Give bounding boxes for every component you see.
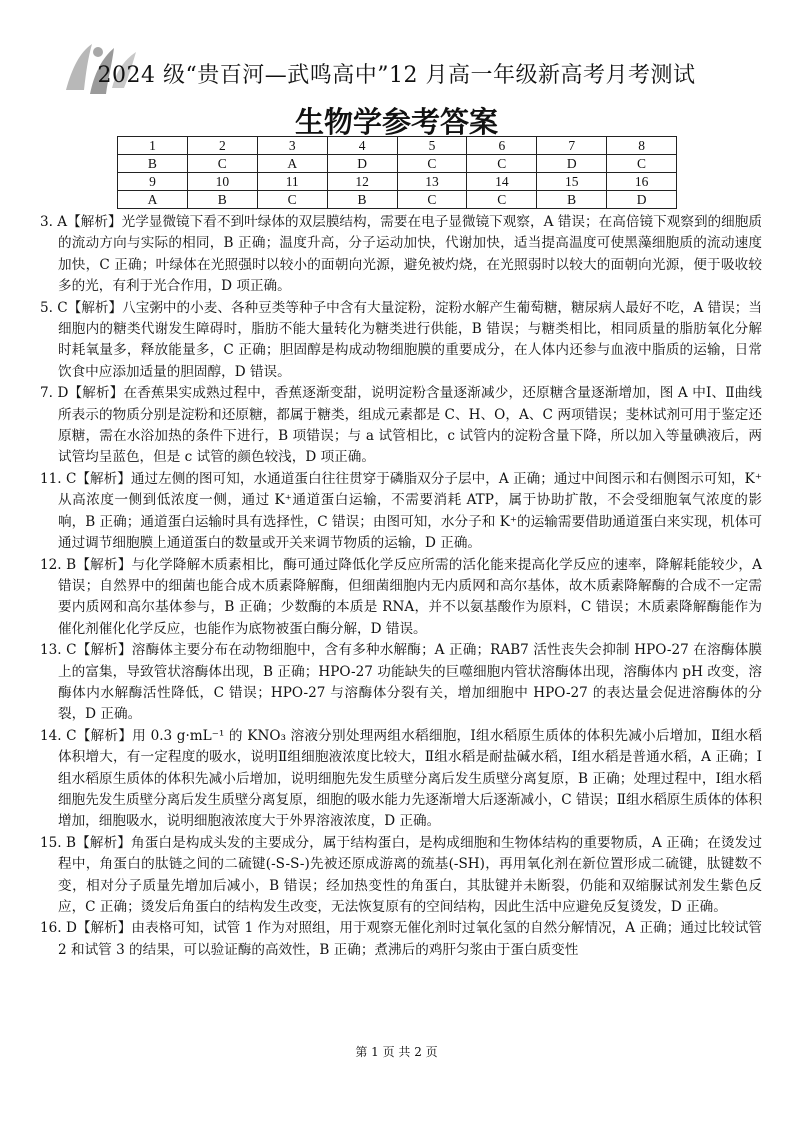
answer-cell: B — [187, 191, 257, 209]
question-number-cell: 8 — [607, 137, 677, 155]
answer-cell: A — [257, 155, 327, 173]
question-number-cell: 15 — [537, 173, 607, 191]
answer-cell: B — [118, 155, 188, 173]
explanation-item: 11. C【解析】通过左侧的图可知，水通道蛋白往往贯穿于磷脂双分子层中，A 正确；通过中间图示和右侧图示可知，K⁺从高浓度一侧到低浓度一侧，通过 K⁺通道蛋白运输，不需要消耗 ATP，属于协助扩散，不会受细胞氧气浓度的影响，B 正确；通道蛋白运输时具有选择性，C 错误；由图可知，水分子和 K⁺的运输需要借助通道蛋白来实现，机体可通过调节细胞膜上通道蛋白的数量或开关来调节物质的运输，D 正确。 — [40, 470, 762, 552]
page-number: 第 1 页 共 2 页 — [355, 1045, 438, 1059]
question-number-cell: 7 — [537, 137, 607, 155]
explanation-item: 15. B【解析】角蛋白是构成头发的主要成分，属于结构蛋白，是构成细胞和生物体结构的重要物质，A 正确；在烫发过程中，角蛋白的肽链之间的二硫键(-S-S-)先被还原成游离的巯基(-SH)，再用氧化剂在新位置形成二硫键，肽键数不变，相对分子质量先增加后减小，B 错误；经加热变性的角蛋白，其肽键并未断裂，仍能和双缩脲试剂发生紫色反应，C 正确；烫发后角蛋白的结构发生改变，无法恢复原有的空间结构，因此生活中应避免反复烫发，D 正确。 — [40, 834, 762, 915]
explanation-item: 5. C【解析】八宝粥中的小麦、各种豆类等种子中含有大量淀粉，淀粉水解产生葡萄糖，糖尿病人最好不吃，A 错误；当细胞内的糖类代谢发生障碍时，脂肪不能大量转化为糖类进行供能，B 错误；与糖类相比，相同质量的脂肪氧化分解时耗氧量多，释放能量多，C 正确；胆固醇是构成动物细胞膜的重要成分，在人体内还参与血液中脂质的运输，日常饮食中应添加适量的胆固醇，D 错误。 — [40, 299, 762, 380]
table-row — [118, 191, 677, 209]
answer-cell: B — [327, 191, 397, 209]
question-number-cell: 12 — [327, 173, 397, 191]
answer-cell: D — [607, 191, 677, 209]
question-number-cell: 11 — [257, 173, 327, 191]
question-number-cell: 10 — [187, 173, 257, 191]
question-number-cell: 4 — [327, 137, 397, 155]
answer-cell: C — [397, 191, 467, 209]
answer-cell: D — [327, 155, 397, 173]
answer-key-table — [117, 136, 677, 209]
question-number-cell: 16 — [607, 173, 677, 191]
explanation-item: 3. A【解析】光学显微镜下看不到叶绿体的双层膜结构，需要在电子显微镜下观察，A 错误；在高倍镜下观察到的细胞质的流动方向与实际的相同，B 正确；温度升高，分子运动加快，代谢加快，适当提高温度可使黑藻细胞质的流动速度加快，C 正确；叶绿体在光照强时以较小的面朝向光源，避免被灼烧，在光照弱时以较大的面朝向光源，便于吸收较多的光，有利于光合作用，D 项正确。 — [40, 214, 762, 295]
answer-cell: C — [467, 155, 537, 173]
question-number-cell: 14 — [467, 173, 537, 191]
answer-cell: D — [537, 155, 607, 173]
question-number-cell: 5 — [397, 137, 467, 155]
answer-cell: C — [257, 191, 327, 209]
table-row — [118, 155, 677, 173]
question-number-cell: 3 — [257, 137, 327, 155]
explanation-item: 13. C【解析】溶酶体主要分布在动物细胞中，含有多种水解酶；A 正确；RAB7 活性丧失会抑制 HPO-27 在溶酶体膜上的富集，导致管状溶酶体出现，B 正确；HPO-27 功能缺失的巨噬细胞内管状溶酶体出现，溶酶体内 pH 改变，溶酶体内水解酶活性降低，C 错误；HPO-27 与溶酶体分裂有关，增加细胞中 HPO-27 的表达量会促进溶酶体的分裂，D 正确。 — [40, 642, 762, 723]
question-number-cell: 2 — [187, 137, 257, 155]
question-number-cell: 6 — [467, 137, 537, 155]
table-row — [118, 173, 677, 191]
answer-cell: C — [607, 155, 677, 173]
question-number-cell: 9 — [118, 173, 188, 191]
answer-cell: B — [537, 191, 607, 209]
document-subtitle: 生物学参考答案 — [294, 105, 498, 139]
explanation-item: 16. D【解析】由表格可知，试管 1 作为对照组，用于观察无催化剂时过氧化氢的自然分解情况，A 正确；通过比较试管 2 和试管 3 的结果，可以验证酶的高效性，B 正确；煮沸后的鸡肝匀浆由于蛋白质变性 — [40, 920, 762, 958]
explanation-item: 14. C【解析】用 0.3 g·mL⁻¹ 的 KNO₃ 溶液分别处理两组水稻细胞，Ⅰ组水稻原生质体的体积先减小后增加，Ⅱ组水稻体积增大，有一定程度的吸水，说明Ⅱ组细胞液浓度比较大，Ⅱ组水稻是耐盐碱水稻，Ⅰ组水稻是普通水稻，A 正确；Ⅰ组水稻原生质体的体积先减小后增加，说明细胞先发生质壁分离后发生质壁分离复原，B 正确；处理过程中，Ⅰ组水稻细胞先发生质壁分离后发生质壁分离复原，细胞的吸水能力先逐渐增大后逐渐减小，C 错误；Ⅱ组水稻原生质体的体积增加，细胞吸水，说明细胞液浓度大于外界溶液浓度，D 正确。 — [40, 727, 762, 830]
answer-cell: C — [187, 155, 257, 173]
answer-cell: C — [467, 191, 537, 209]
explanation-item: 12. B【解析】与化学降解木质素相比，酶可通过降低化学反应所需的活化能来提高化学反应的速率，降解耗能较少，A 错误；自然界中的细菌也能合成木质素降解酶，但细菌细胞内无内质网和高尔基体，故木质素降解酶的合成不一定需要内质网和高尔基体参与，B 正确；少数酶的本质是 RNA，并不以氨基酸作为原料，C 错误；木质素降解酶能作为催化剂催化化学反应，也能作为底物被蛋白酶分解，D 错误。 — [40, 556, 762, 637]
answer-cell: A — [118, 191, 188, 209]
table-row — [118, 137, 677, 155]
document-title: 2024 级“贵百河—武鸣高中”12 月高一年级新高考月考测试 — [97, 63, 696, 88]
explanations — [40, 212, 762, 961]
answer-cell: C — [397, 155, 467, 173]
question-number-cell: 13 — [397, 173, 467, 191]
question-number-cell: 1 — [118, 137, 188, 155]
explanation-item: 7. D【解析】在香蕉果实成熟过程中，香蕉逐渐变甜，说明淀粉含量逐渐减少，还原糖含量逐渐增加，图 A 中Ⅰ、Ⅱ曲线所表示的物质分别是淀粉和还原糖，都属于糖类，组成元素都是 C、H、O，A、C 两项错误；斐林试剂可用于鉴定还原糖，需在水浴加热的条件下进行，B 项错误；与 a 试管相比，c 试管内的淀粉含量下降，所以加入等量碘液后，两试管均呈蓝色，但是 c 试管的颜色较浅，D 项正确。 — [40, 385, 762, 466]
